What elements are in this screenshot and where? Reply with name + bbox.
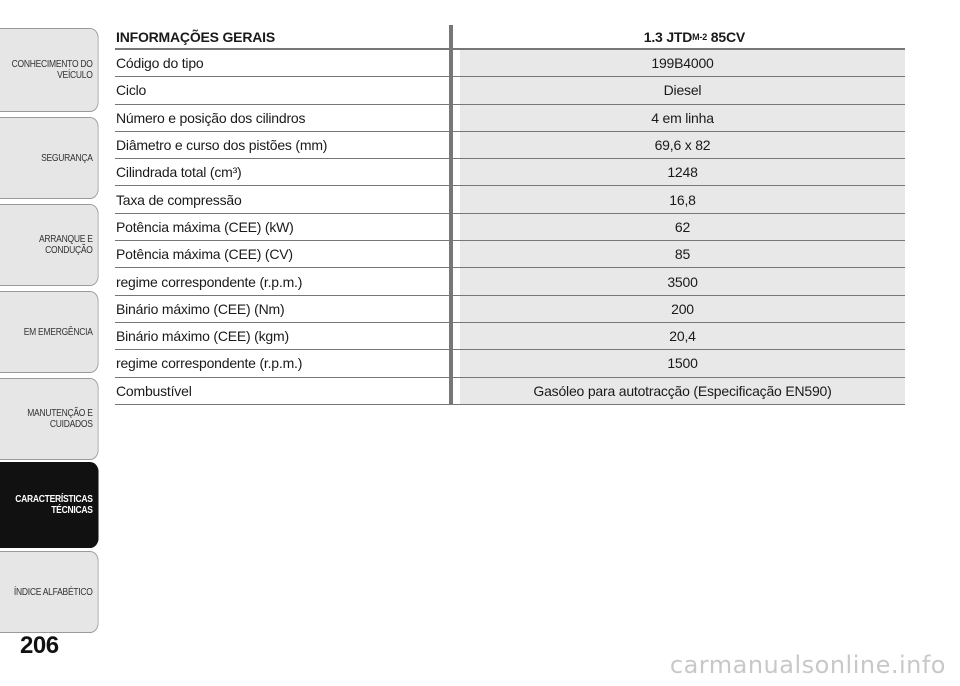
row-value: 85 xyxy=(460,241,905,267)
sidebar-tab-caracteristicas[interactable]: CARACTERÍSTICAS TÉCNICAS xyxy=(0,462,99,548)
table-row xyxy=(115,132,905,159)
page-number: 206 xyxy=(20,632,59,659)
table-row xyxy=(115,159,905,186)
row-label: Ciclo xyxy=(115,77,453,103)
sidebar-tab-manutencao[interactable]: MANUTENÇÃO E CUIDADOS xyxy=(0,378,99,460)
row-value: 62 xyxy=(460,214,905,240)
row-value: 200 xyxy=(460,296,905,322)
watermark: carmanualsonline.info xyxy=(669,651,946,679)
sidebar-tab-emergencia[interactable]: EM EMERGÊNCIA xyxy=(0,291,99,373)
row-label: regime correspondente (r.p.m.) xyxy=(115,268,453,294)
row-value: 3500 xyxy=(460,268,905,294)
row-value: 16,8 xyxy=(460,186,905,212)
row-label: Potência máxima (CEE) (CV) xyxy=(115,241,453,267)
header-label: INFORMAÇÕES GERAIS xyxy=(115,25,453,48)
spec-table xyxy=(115,25,905,405)
row-label: regime correspondente (r.p.m.) xyxy=(115,350,453,376)
sidebar-tab-indice[interactable]: ÍNDICE ALFABÉTICO xyxy=(0,551,99,633)
row-label: Taxa de compressão xyxy=(115,186,453,212)
table-row xyxy=(115,378,905,405)
row-label: Número e posição dos cilindros xyxy=(115,105,453,131)
row-value: 4 em linha xyxy=(460,105,905,131)
table-row xyxy=(115,214,905,241)
table-row xyxy=(115,186,905,213)
table-row xyxy=(115,105,905,132)
table-row xyxy=(115,241,905,268)
table-header xyxy=(115,25,905,50)
table-row xyxy=(115,50,905,77)
row-value: 1500 xyxy=(460,350,905,376)
header-value: 1.3 JTD M-2 85CV xyxy=(460,25,905,48)
row-label: Binário máximo (CEE) (Nm) xyxy=(115,296,453,322)
row-label: Combustível xyxy=(115,378,453,404)
row-value: 20,4 xyxy=(460,323,905,349)
sidebar-tab-arranque[interactable]: ARRANQUE E CONDUÇÃO xyxy=(0,204,99,286)
table-row xyxy=(115,350,905,377)
row-label: Binário máximo (CEE) (kgm) xyxy=(115,323,453,349)
sidebar-tab-seguranca[interactable]: SEGURANÇA xyxy=(0,117,99,199)
row-value: Diesel xyxy=(460,77,905,103)
row-value: 1248 xyxy=(460,159,905,185)
row-value: 69,6 x 82 xyxy=(460,132,905,158)
table-row xyxy=(115,77,905,104)
sidebar-tab-conhecimento[interactable]: CONHECIMENTO DO VEÍCULO xyxy=(0,28,99,112)
row-label: Cilindrada total (cm³) xyxy=(115,159,453,185)
table-row xyxy=(115,296,905,323)
table-row xyxy=(115,268,905,295)
row-label: Diâmetro e curso dos pistões (mm) xyxy=(115,132,453,158)
row-label: Código do tipo xyxy=(115,50,453,76)
row-value: Gasóleo para autotracção (Especificação EN590) xyxy=(460,378,905,404)
row-value: 199B4000 xyxy=(460,50,905,76)
row-label: Potência máxima (CEE) (kW) xyxy=(115,214,453,240)
table-row xyxy=(115,323,905,350)
